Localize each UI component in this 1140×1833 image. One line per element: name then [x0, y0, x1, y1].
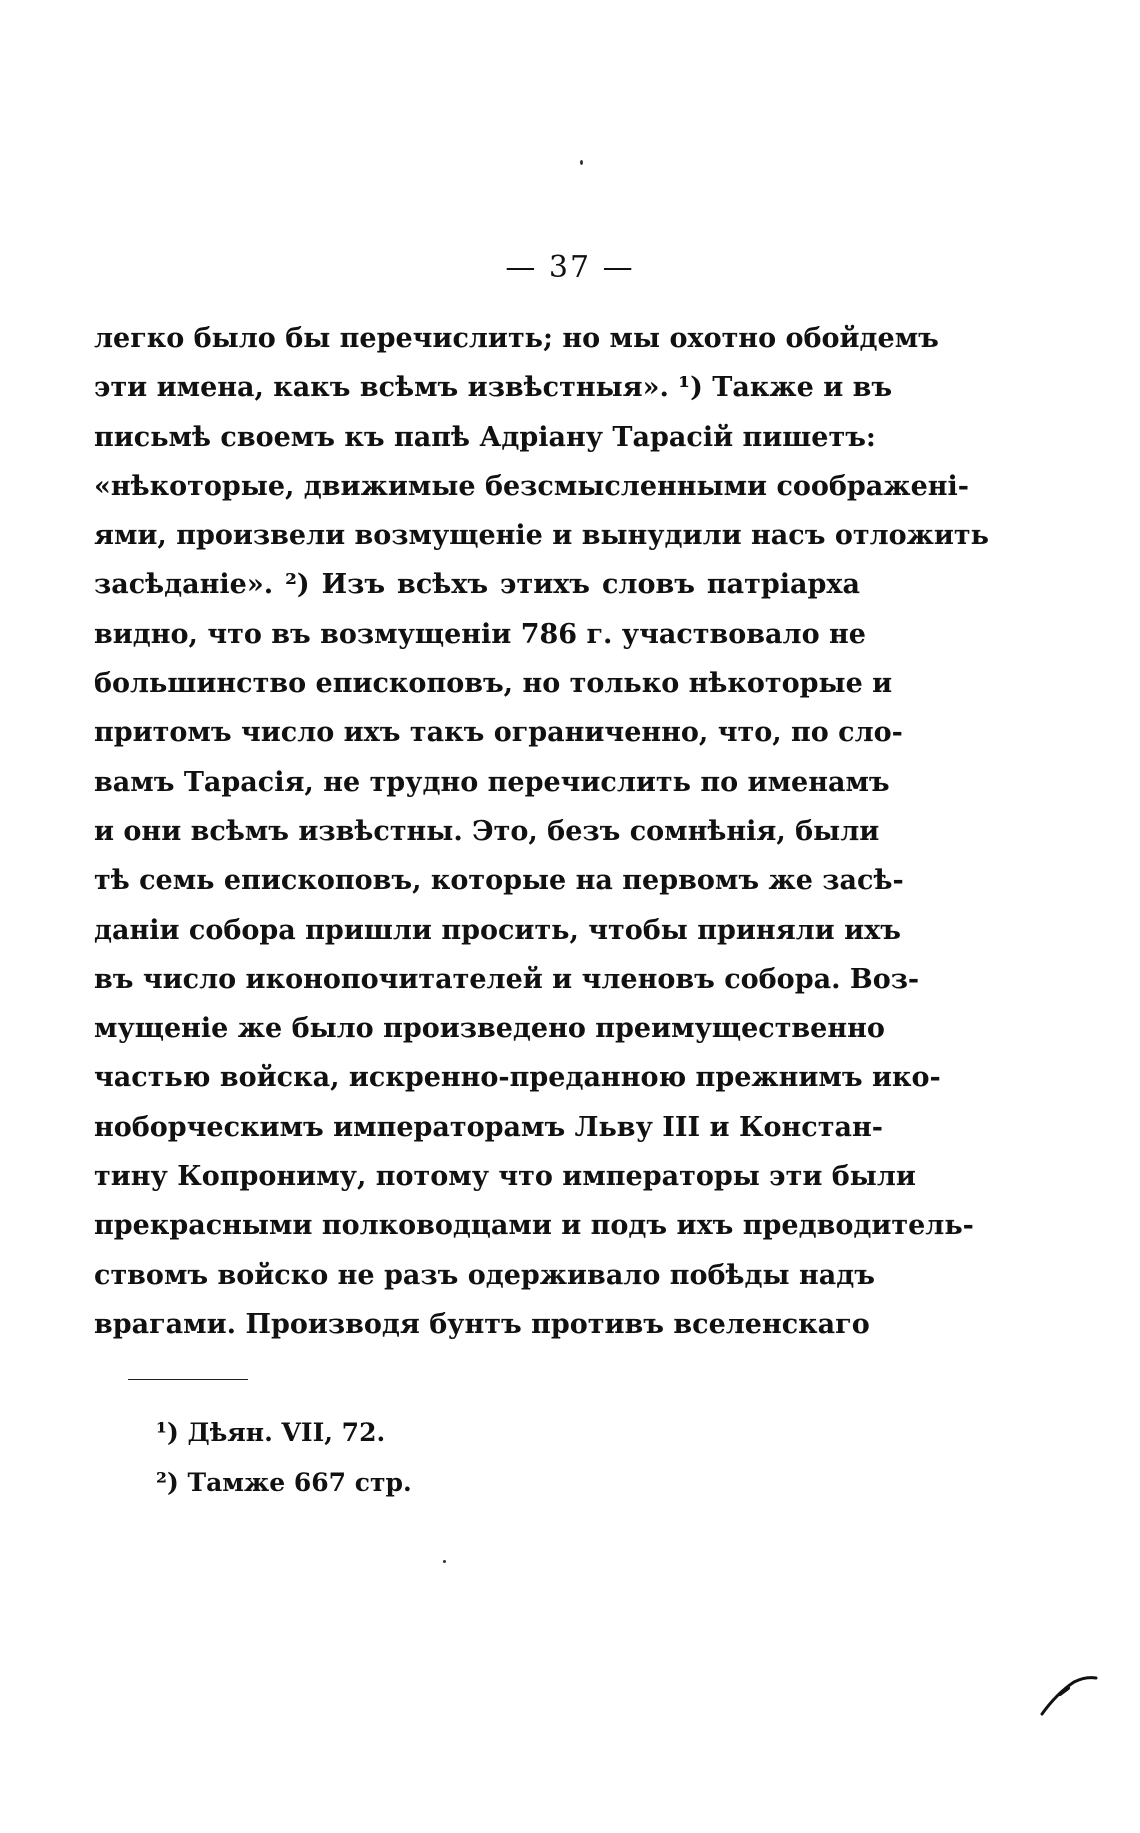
footnotes	[156, 1408, 656, 1508]
text-line: прекрасными полководцами и подъ ихъ предводитель-	[94, 1210, 974, 1242]
page-number: — 37 —	[505, 250, 635, 285]
text-line: и они всѣмъ извѣстны. Это, безъ сомнѣнія, были	[94, 815, 880, 847]
footnote-2	[156, 1458, 656, 1508]
text-line: ноборческимъ императорамъ Льву III и Констан-	[94, 1111, 883, 1143]
scan-pen-mark-icon	[1038, 1670, 1098, 1720]
text-line: большинство епископовъ, но только нѣкоторые и	[94, 668, 893, 700]
text-line: притомъ число ихъ такъ ограниченно, что, по сло-	[94, 717, 903, 749]
text-line: вамъ Тарасія, не трудно перечислить по именамъ	[94, 766, 890, 798]
footnote-text: Тамже 667 стр.	[187, 1468, 412, 1497]
text-line: частью войска, искренно-преданною прежнимъ ико-	[94, 1062, 941, 1094]
text-line: врагами. Производя бунтъ противъ вселенскаго	[94, 1308, 870, 1340]
text-line: тѣ семь епископовъ, которые на первомъ же засѣ-	[94, 865, 904, 897]
text-line: въ число иконопочитателей и членовъ собора. Воз-	[94, 963, 920, 995]
footnote-marker: ²)	[156, 1468, 179, 1497]
text-line: даніи собора пришли просить, чтобы приняли ихъ	[94, 914, 901, 946]
text-line: ствомъ войско не разъ одерживало побѣды надъ	[94, 1259, 875, 1291]
footnote-1	[156, 1408, 656, 1458]
text-line: эти имена, какъ всѣмъ извѣстныя». ¹) Также и въ	[94, 372, 893, 404]
scan-speck	[580, 160, 583, 165]
footnote-divider	[128, 1379, 248, 1380]
text-line: видно, что въ возмущеніи 786 г. участвовало не	[94, 618, 866, 650]
footnote-text: Дѣян. VII, 72.	[187, 1418, 386, 1447]
text-line: «нѣкоторые, движимые безсмысленными соображені-	[94, 470, 969, 502]
footnote-marker: ¹)	[156, 1418, 179, 1447]
text-line: ями, произвели возмущеніе и вынудили насъ отложить	[94, 520, 989, 552]
text-line: тину Копрониму, потому что императоры эти были	[94, 1161, 916, 1193]
text-line: легко было бы перечислить; но мы охотно обойдемъ	[94, 323, 939, 354]
text-line: письмѣ своемъ къ папѣ Адріану Тарасій пишетъ:	[94, 421, 876, 453]
text-line: засѣданіе». ²) Изъ всѣхъ этихъ словъ патріарха	[94, 569, 860, 601]
body-text	[94, 314, 989, 1349]
text-line: мущеніе же было произведено преимущественно	[94, 1013, 885, 1045]
scan-speck	[443, 1560, 446, 1563]
